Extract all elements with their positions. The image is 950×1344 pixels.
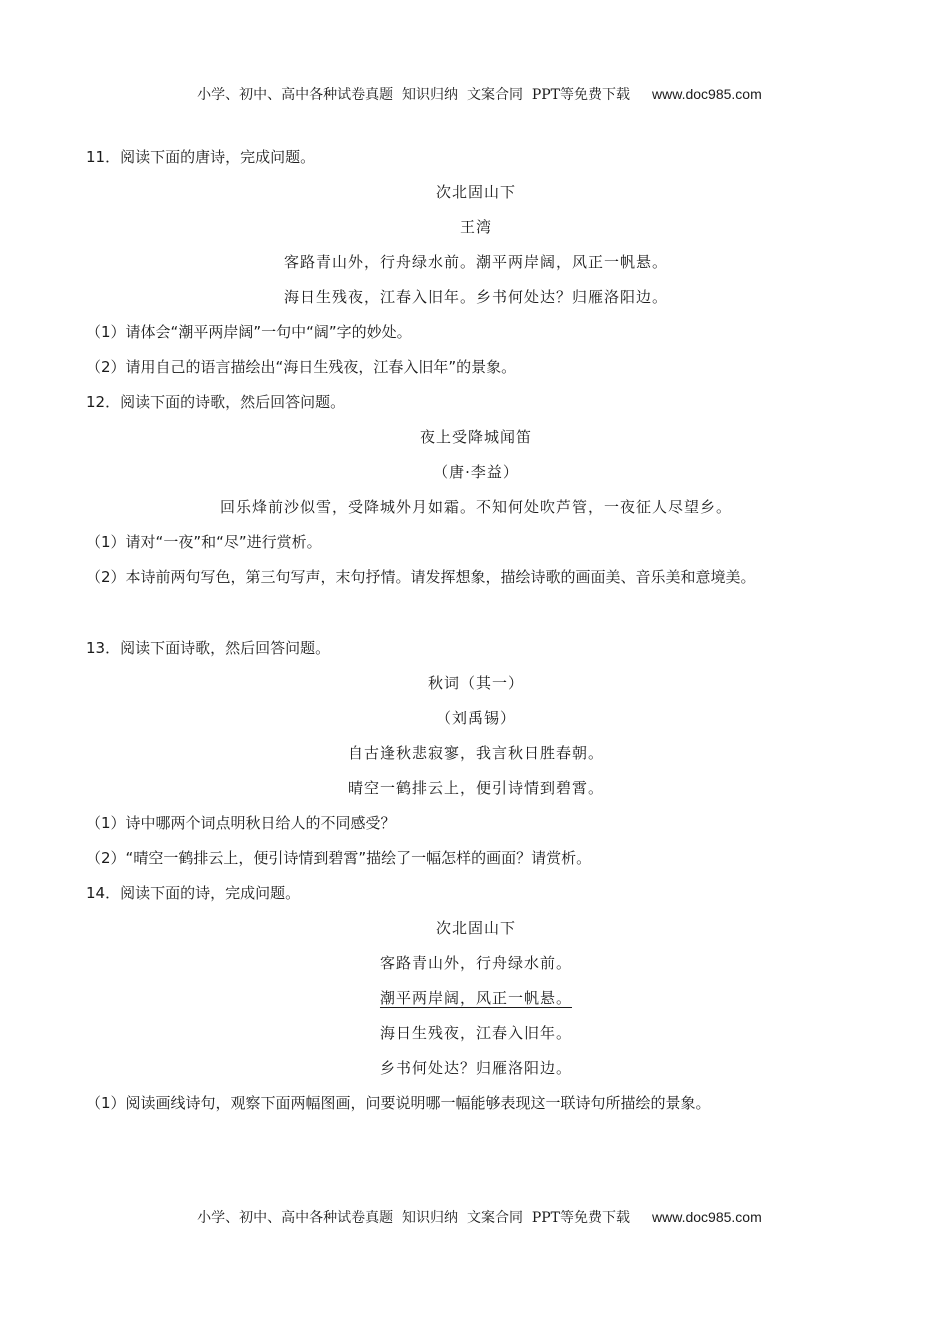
poem-verse: 回乐烽前沙似雪，受降城外月如霜。不知何处吹芦管，一夜征人尽望乡。 — [219, 498, 732, 516]
document-body — [86, 145, 866, 1126]
question-14-stem: 14．阅读下面的诗，完成问题。 — [86, 884, 301, 902]
poem-verse: 自古逢秋悲寂寥，我言秋日胜春朝。 — [347, 744, 604, 762]
poem-verse: 晴空一鹤排云上，便引诗情到碧霄。 — [347, 779, 604, 797]
sub-question: （2）请用自己的语言描绘出“海日生残夜，江春入旧年”的景象。 — [86, 358, 517, 376]
question-13-stem: 13．阅读下面诗歌，然后回答问题。 — [86, 639, 331, 657]
poem-title: 次北固山下 — [435, 919, 516, 937]
poem-author: （唐·李益） — [433, 463, 519, 481]
poem-verse: 乡书何处达？归雁洛阳边。 — [379, 1059, 572, 1077]
poem-title: 秋词（其一） — [427, 674, 524, 692]
poem-verse: 客路青山外，行舟绿水前。潮平两岸阔，风正一帆悬。 — [283, 253, 668, 271]
header-url[interactable]: www.doc985.com — [652, 86, 762, 102]
question-11-stem: 11．阅读下面的唐诗，完成问题。 — [86, 148, 316, 166]
sub-question: （1）请对“一夜”和“尽”进行赏析。 — [86, 533, 322, 551]
sub-question: （1）诗中哪两个词点明秋日给人的不同感受？ — [86, 814, 396, 832]
poem-verse-underlined — [86, 986, 866, 1021]
footer-text: 小学、初中、高中各种试卷真题 知识归纳 文案合同 PPT等免费下载 — [197, 1210, 631, 1226]
poem-verse: 海日生残夜，江春入旧年。乡书何处达？归雁洛阳边。 — [283, 288, 668, 306]
spacer — [86, 600, 866, 636]
header-text: 小学、初中、高中各种试卷真题 知识归纳 文案合同 PPT等免费下载 — [197, 87, 631, 103]
footer-url[interactable]: www.doc985.com — [652, 1209, 762, 1225]
poem-title: 夜上受降城闻笛 — [419, 428, 532, 446]
poem-verse: 客路青山外，行舟绿水前。 — [379, 954, 572, 972]
page-header — [0, 68, 950, 104]
underlined-verse: 潮平两岸阔，风正一帆悬。 — [379, 989, 572, 1007]
poem-author: （刘禹锡） — [435, 709, 516, 727]
page-footer — [0, 1191, 950, 1227]
sub-question: （1）阅读画线诗句，观察下面两幅图画，问要说明哪一幅能够表现这一联诗句所描绘的景象。 — [86, 1094, 711, 1112]
sub-question: （2）本诗前两句写色，第三句写声，末句抒情。请发挥想象，描绘诗歌的画面美、音乐美和意境美。 — [86, 568, 756, 586]
poem-verse: 海日生残夜，江春入旧年。 — [379, 1024, 572, 1042]
poem-author: 王湾 — [459, 218, 492, 236]
sub-question: （1）请体会“潮平两岸阔”一句中“阔”字的妙处。 — [86, 323, 412, 341]
poem-title: 次北固山下 — [435, 183, 516, 201]
sub-question: （2）“晴空一鹤排云上，便引诗情到碧霄”描绘了一幅怎样的画面？请赏析。 — [86, 849, 592, 867]
question-12-stem: 12．阅读下面的诗歌，然后回答问题。 — [86, 393, 346, 411]
